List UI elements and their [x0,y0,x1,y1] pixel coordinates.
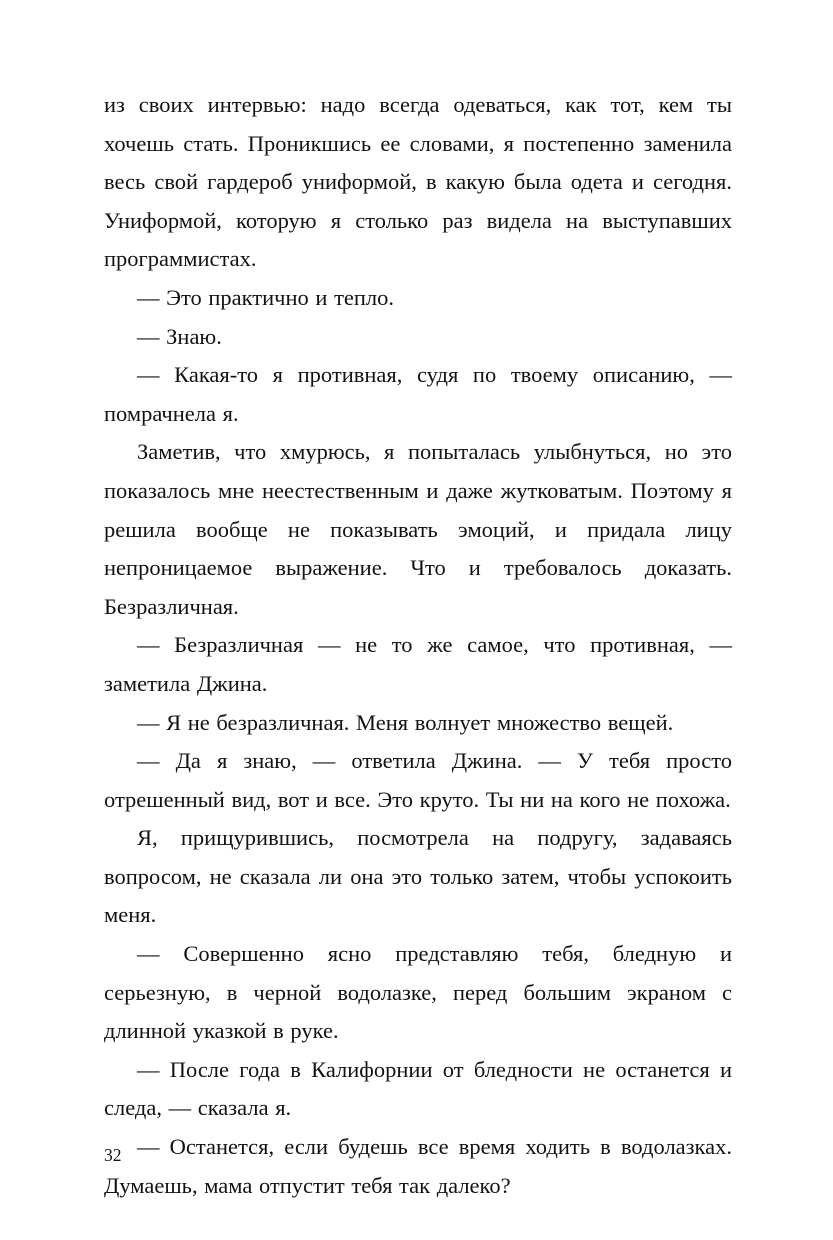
paragraph: Я, прищурившись, посмотрела на подругу, задаваясь вопросом, не сказала ли она это только затем, чтобы успокоить меня. [104,825,732,928]
paragraph: — Знаю. [137,323,222,349]
paragraph: Заметив, что хмурюсь, я попыталась улыбнуться, но это показалось мне неестественным и даже жутковатым. Поэтому я решила вообще не показывать эмоций, и придала лицу непроницаемое выражение. Что и требовалось доказать. Безразличная. [104,439,732,619]
paragraph: — После года в Калифорнии от бледности не останется и следа, — сказала я. [104,1056,732,1121]
paragraph: — Это практично и тепло. [137,284,395,310]
paragraph: — Останется, если будешь все время ходить в водолазках. Думаешь, мама отпустит тебя так далеко? [104,1134,732,1198]
paragraph: — Я не безразличная. Меня волнует множество вещей. [137,709,674,735]
paragraph: — Какая-то я противная, судя по твоему описанию, — помрачнела я. [104,362,732,426]
paragraph: из своих интервью: надо всегда одеваться, как тот, кем ты хочешь стать. Проникшись ее словами, я постепенно заменила весь свой гардероб униформой, в какую была одета и сегодня. Униформой, которую я столько раз видела на выступавших программистах. [104,92,732,272]
page-number: 32 [104,1145,122,1165]
paragraph: — Безразличная — не то же самое, что противная, — заметила Джина. [104,632,732,696]
paragraph: — Совершенно ясно представляю тебя, бледную и серьезную, в черной водолазке, перед большим экраном с длинной указкой в руке. [104,941,732,1044]
text-block [104,86,732,1205]
paragraph: — Да я знаю, — ответила Джина. — У тебя просто отрешенный вид, вот и все. Это круто. Ты ни на кого не похожа. [104,748,732,812]
